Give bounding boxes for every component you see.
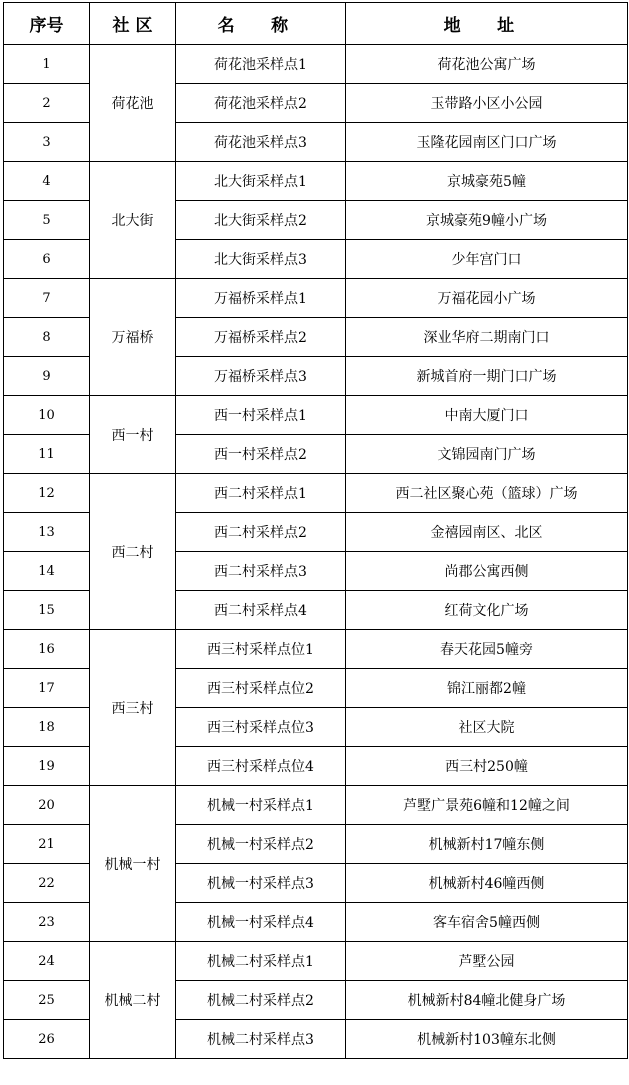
table-row xyxy=(4,786,628,825)
community-cell: 西二村 xyxy=(90,474,176,630)
site-name-cell: 机械一村采样点3 xyxy=(176,864,346,903)
address-cell: 京城豪苑9幢小广场 xyxy=(346,201,628,240)
table-row xyxy=(4,45,628,84)
row-number-cell: 19 xyxy=(4,747,90,786)
row-number-cell: 26 xyxy=(4,1020,90,1059)
table-row xyxy=(4,396,628,435)
header-community: 社 区 xyxy=(90,3,176,45)
site-name-cell: 荷花池采样点2 xyxy=(176,84,346,123)
row-number-cell: 25 xyxy=(4,981,90,1020)
table-row xyxy=(4,942,628,981)
address-cell: 机械新村46幢西侧 xyxy=(346,864,628,903)
row-number-cell: 6 xyxy=(4,240,90,279)
address-cell: 社区大院 xyxy=(346,708,628,747)
site-name-cell: 机械一村采样点4 xyxy=(176,903,346,942)
header-no: 序号 xyxy=(4,3,90,45)
site-name-cell: 机械一村采样点1 xyxy=(176,786,346,825)
site-name-cell: 机械二村采样点1 xyxy=(176,942,346,981)
site-name-cell: 万福桥采样点2 xyxy=(176,318,346,357)
community-cell: 西一村 xyxy=(90,396,176,474)
row-number-cell: 4 xyxy=(4,162,90,201)
row-number-cell: 8 xyxy=(4,318,90,357)
community-cell: 西三村 xyxy=(90,630,176,786)
address-cell: 春天花园5幢旁 xyxy=(346,630,628,669)
table-row xyxy=(4,474,628,513)
community-cell: 万福桥 xyxy=(90,279,176,396)
address-cell: 深业华府二期南门口 xyxy=(346,318,628,357)
site-name-cell: 北大街采样点2 xyxy=(176,201,346,240)
site-name-cell: 西二村采样点1 xyxy=(176,474,346,513)
site-name-cell: 西三村采样点位4 xyxy=(176,747,346,786)
address-cell: 机械新村103幢东北侧 xyxy=(346,1020,628,1059)
site-name-cell: 西二村采样点2 xyxy=(176,513,346,552)
address-cell: 西三村250幢 xyxy=(346,747,628,786)
row-number-cell: 23 xyxy=(4,903,90,942)
table-row xyxy=(4,162,628,201)
header-row xyxy=(4,3,628,45)
row-number-cell: 11 xyxy=(4,435,90,474)
header-address: 地 址 xyxy=(346,3,628,45)
table-row xyxy=(4,279,628,318)
community-cell: 北大街 xyxy=(90,162,176,279)
site-name-cell: 西二村采样点4 xyxy=(176,591,346,630)
row-number-cell: 12 xyxy=(4,474,90,513)
address-cell: 锦江丽都2幢 xyxy=(346,669,628,708)
row-number-cell: 24 xyxy=(4,942,90,981)
address-cell: 机械新村17幢东侧 xyxy=(346,825,628,864)
address-cell: 金禧园南区、北区 xyxy=(346,513,628,552)
address-cell: 京城豪苑5幢 xyxy=(346,162,628,201)
row-number-cell: 22 xyxy=(4,864,90,903)
address-cell: 芦墅广景苑6幢和12幢之间 xyxy=(346,786,628,825)
address-cell: 尚郡公寓西侧 xyxy=(346,552,628,591)
community-cell: 机械一村 xyxy=(90,786,176,942)
header-name: 名 称 xyxy=(176,3,346,45)
table-header xyxy=(4,3,628,45)
row-number-cell: 21 xyxy=(4,825,90,864)
address-cell: 中南大厦门口 xyxy=(346,396,628,435)
row-number-cell: 10 xyxy=(4,396,90,435)
row-number-cell: 1 xyxy=(4,45,90,84)
address-cell: 文锦园南门广场 xyxy=(346,435,628,474)
site-name-cell: 万福桥采样点3 xyxy=(176,357,346,396)
community-cell: 机械二村 xyxy=(90,942,176,1059)
address-cell: 新城首府一期门口广场 xyxy=(346,357,628,396)
row-number-cell: 15 xyxy=(4,591,90,630)
address-cell: 芦墅公园 xyxy=(346,942,628,981)
address-cell: 玉隆花园南区门口广场 xyxy=(346,123,628,162)
row-number-cell: 3 xyxy=(4,123,90,162)
row-number-cell: 9 xyxy=(4,357,90,396)
site-name-cell: 西一村采样点1 xyxy=(176,396,346,435)
site-name-cell: 机械一村采样点2 xyxy=(176,825,346,864)
address-cell: 少年宫门口 xyxy=(346,240,628,279)
site-name-cell: 西二村采样点3 xyxy=(176,552,346,591)
site-name-cell: 荷花池采样点3 xyxy=(176,123,346,162)
row-number-cell: 2 xyxy=(4,84,90,123)
row-number-cell: 18 xyxy=(4,708,90,747)
site-name-cell: 万福桥采样点1 xyxy=(176,279,346,318)
row-number-cell: 13 xyxy=(4,513,90,552)
address-cell: 荷花池公寓广场 xyxy=(346,45,628,84)
row-number-cell: 16 xyxy=(4,630,90,669)
site-name-cell: 西一村采样点2 xyxy=(176,435,346,474)
table-row xyxy=(4,630,628,669)
site-name-cell: 机械二村采样点3 xyxy=(176,1020,346,1059)
row-number-cell: 7 xyxy=(4,279,90,318)
community-cell: 荷花池 xyxy=(90,45,176,162)
site-name-cell: 西三村采样点位1 xyxy=(176,630,346,669)
table-body xyxy=(4,45,628,1059)
address-cell: 红荷文化广场 xyxy=(346,591,628,630)
site-name-cell: 北大街采样点1 xyxy=(176,162,346,201)
row-number-cell: 5 xyxy=(4,201,90,240)
row-number-cell: 17 xyxy=(4,669,90,708)
sampling-points-table xyxy=(3,2,628,1059)
site-name-cell: 荷花池采样点1 xyxy=(176,45,346,84)
site-name-cell: 西三村采样点位2 xyxy=(176,669,346,708)
address-cell: 客车宿舍5幢西侧 xyxy=(346,903,628,942)
site-name-cell: 西三村采样点位3 xyxy=(176,708,346,747)
site-name-cell: 机械二村采样点2 xyxy=(176,981,346,1020)
address-cell: 机械新村84幢北健身广场 xyxy=(346,981,628,1020)
site-name-cell: 北大街采样点3 xyxy=(176,240,346,279)
address-cell: 西二社区聚心苑（篮球）广场 xyxy=(346,474,628,513)
row-number-cell: 14 xyxy=(4,552,90,591)
row-number-cell: 20 xyxy=(4,786,90,825)
address-cell: 玉带路小区小公园 xyxy=(346,84,628,123)
address-cell: 万福花园小广场 xyxy=(346,279,628,318)
